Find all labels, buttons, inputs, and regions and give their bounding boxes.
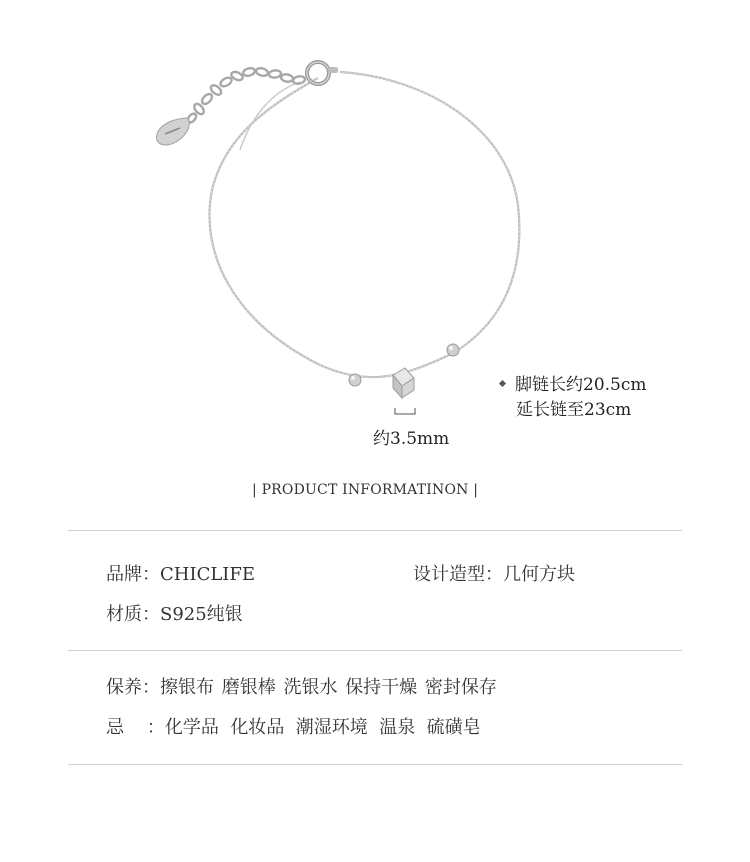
section-header: | PRODUCT INFORMATINON | bbox=[252, 482, 479, 498]
divider-bottom bbox=[68, 764, 682, 765]
care-row: 保养：擦银布 磨银棒 洗银水 保持干燥 密封保存 bbox=[106, 677, 497, 698]
spring-ring-clasp bbox=[307, 62, 338, 84]
divider-top bbox=[68, 530, 682, 531]
diamond-icon bbox=[499, 380, 506, 387]
avoid-row: 忌 ：化学品 化妆品 潮湿环境 温泉 硫磺皂 bbox=[106, 717, 481, 738]
divider-middle bbox=[68, 650, 682, 651]
length-annotation bbox=[500, 373, 647, 397]
extender-length: 延长链至23cm bbox=[516, 400, 632, 420]
design-row: 设计造型：几何方块 bbox=[413, 564, 575, 585]
teardrop-tag bbox=[157, 118, 190, 145]
material-row: 材质：S925纯银 bbox=[106, 604, 243, 625]
pendant-size-label: 约3.5mm bbox=[373, 429, 450, 449]
anklet-length: 脚链长约20.5cm bbox=[515, 375, 647, 395]
brand-row: 品牌：CHICLIFE bbox=[106, 564, 256, 585]
cube-pendant bbox=[393, 368, 414, 398]
dimension-bracket bbox=[395, 408, 415, 414]
